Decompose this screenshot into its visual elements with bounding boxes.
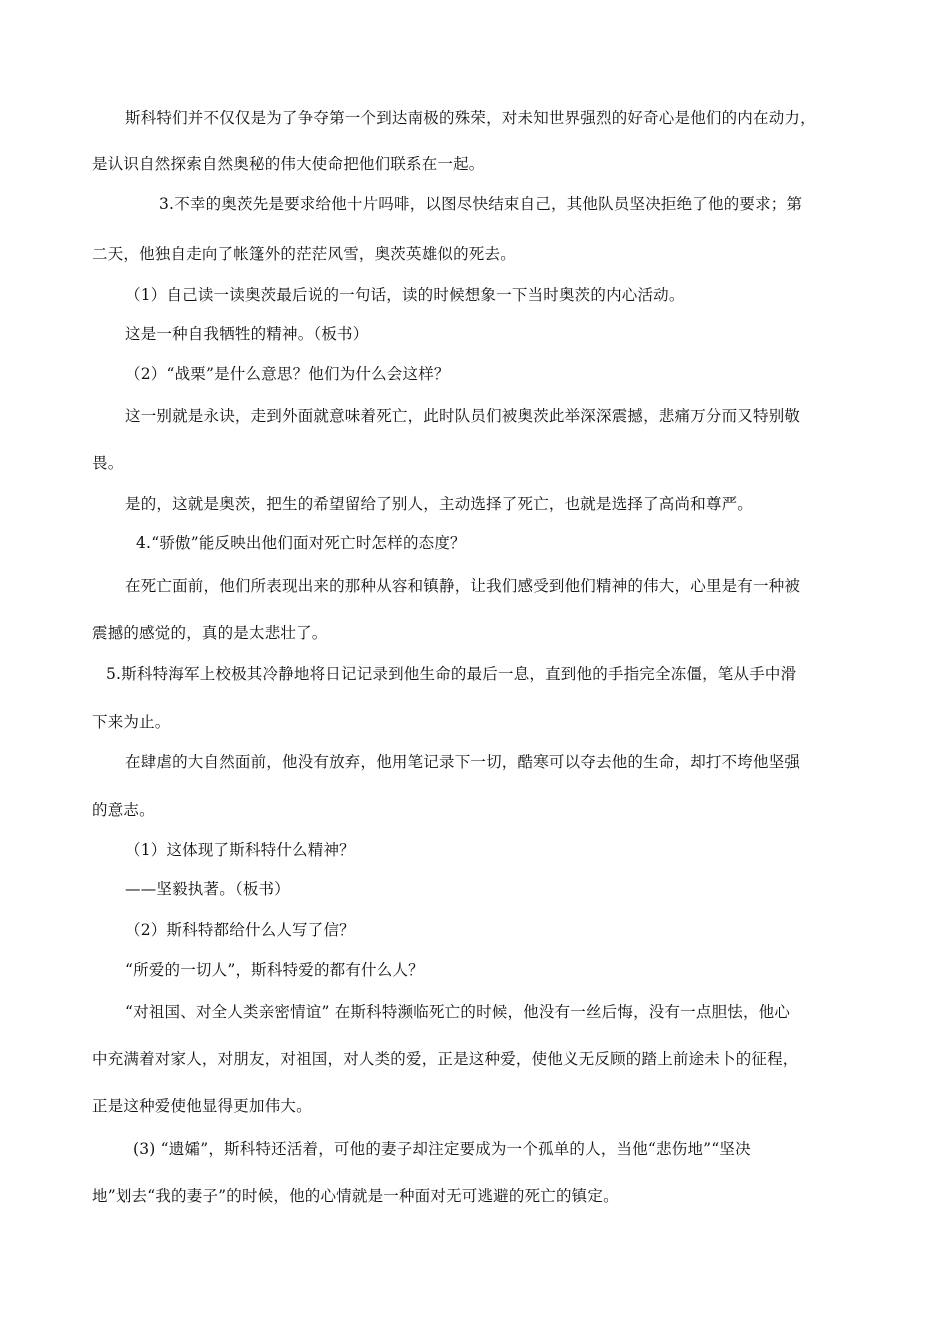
text-line: 在死亡面前，他们所表现出来的那种从容和镇静，让我们感受到他们精神的伟大，心里是有一种被 xyxy=(125,577,801,595)
text-line: （2）“战栗”是什么意思？他们为什么会这样？ xyxy=(125,365,450,383)
text-line: （1）自己读一读奥茨最后说的一句话，读的时候想象一下当时奥茨的内心活动。 xyxy=(125,286,685,304)
text-line: 是的，这就是奥茨，把生的希望留给了别人，主动选择了死亡，也就是选择了高尚和尊严。 xyxy=(125,495,754,513)
text-line: 震撼的感觉的，真的是太悲壮了。 xyxy=(92,624,328,642)
text-line: 是认识自然探索自然奥秘的伟大使命把他们联系在一起。 xyxy=(92,155,485,173)
text-line: 的意志。 xyxy=(92,801,155,819)
text-line: 下来为止。 xyxy=(92,713,171,731)
text-line: 在肆虐的大自然面前，他没有放弃，他用笔记录下一切，酷寒可以夺去他的生命，却打不垮他坚强 xyxy=(125,753,801,771)
text-line: ——坚毅执著。（板书） xyxy=(125,880,290,898)
text-line: “对祖国、对全人类亲密情谊” 在斯科特濒临死亡的时候，他没有一丝后悔，没有一点胆怯，他心 xyxy=(125,1003,791,1021)
text-line: 斯科特们并不仅仅是为了争夺第一个到达南极的殊荣，对未知世界强烈的好奇心是他们的内在动力， xyxy=(125,109,816,127)
text-line: 正是这种爱使他显得更加伟大。 xyxy=(92,1097,312,1115)
text-line: （2）斯科特都给什么人写了信？ xyxy=(125,921,355,939)
text-line: (3) “遗孀”，斯科特还活着，可他的妻子却注定要成为一个孤单的人，当他“悲伤地”“坚决 xyxy=(133,1140,751,1158)
text-line: 5.斯科特海军上校极其冷静地将日记记录到他生命的最后一息，直到他的手指完全冻僵，笔从手中滑 xyxy=(106,665,797,683)
text-line: 这一别就是永诀，走到外面就意味着死亡，此时队员们被奥茨此举深深震撼，悲痛万分而又特别敬 xyxy=(125,407,801,425)
text-line: （1）这体现了斯科特什么精神？ xyxy=(125,841,355,859)
text-line: 二天，他独自走向了帐篷外的茫茫风雪，奥茨英雄似的死去。 xyxy=(92,245,516,263)
text-line: 这是一种自我牺牲的精神。（板书） xyxy=(125,325,369,343)
text-line: 地”划去“我的妻子”的时候，他的心情就是一种面对无可逃避的死亡的镇定。 xyxy=(92,1187,619,1205)
text-line: 4.“骄傲”能反映出他们面对死亡时怎样的态度？ xyxy=(136,534,466,552)
text-line: 3.不幸的奥茨先是要求给他十片吗啡，以图尽快结束自己，其他队员坚决拒绝了他的要求；第 xyxy=(159,195,803,213)
text-line: 中充满着对家人，对朋友，对祖国，对人类的爱，正是这种爱，使他义无反顾的踏上前途未卜的征程， xyxy=(92,1050,799,1068)
text-line: “所爱的一切人”，斯科特爱的都有什么人？ xyxy=(125,961,424,979)
text-line: 畏。 xyxy=(92,454,124,472)
